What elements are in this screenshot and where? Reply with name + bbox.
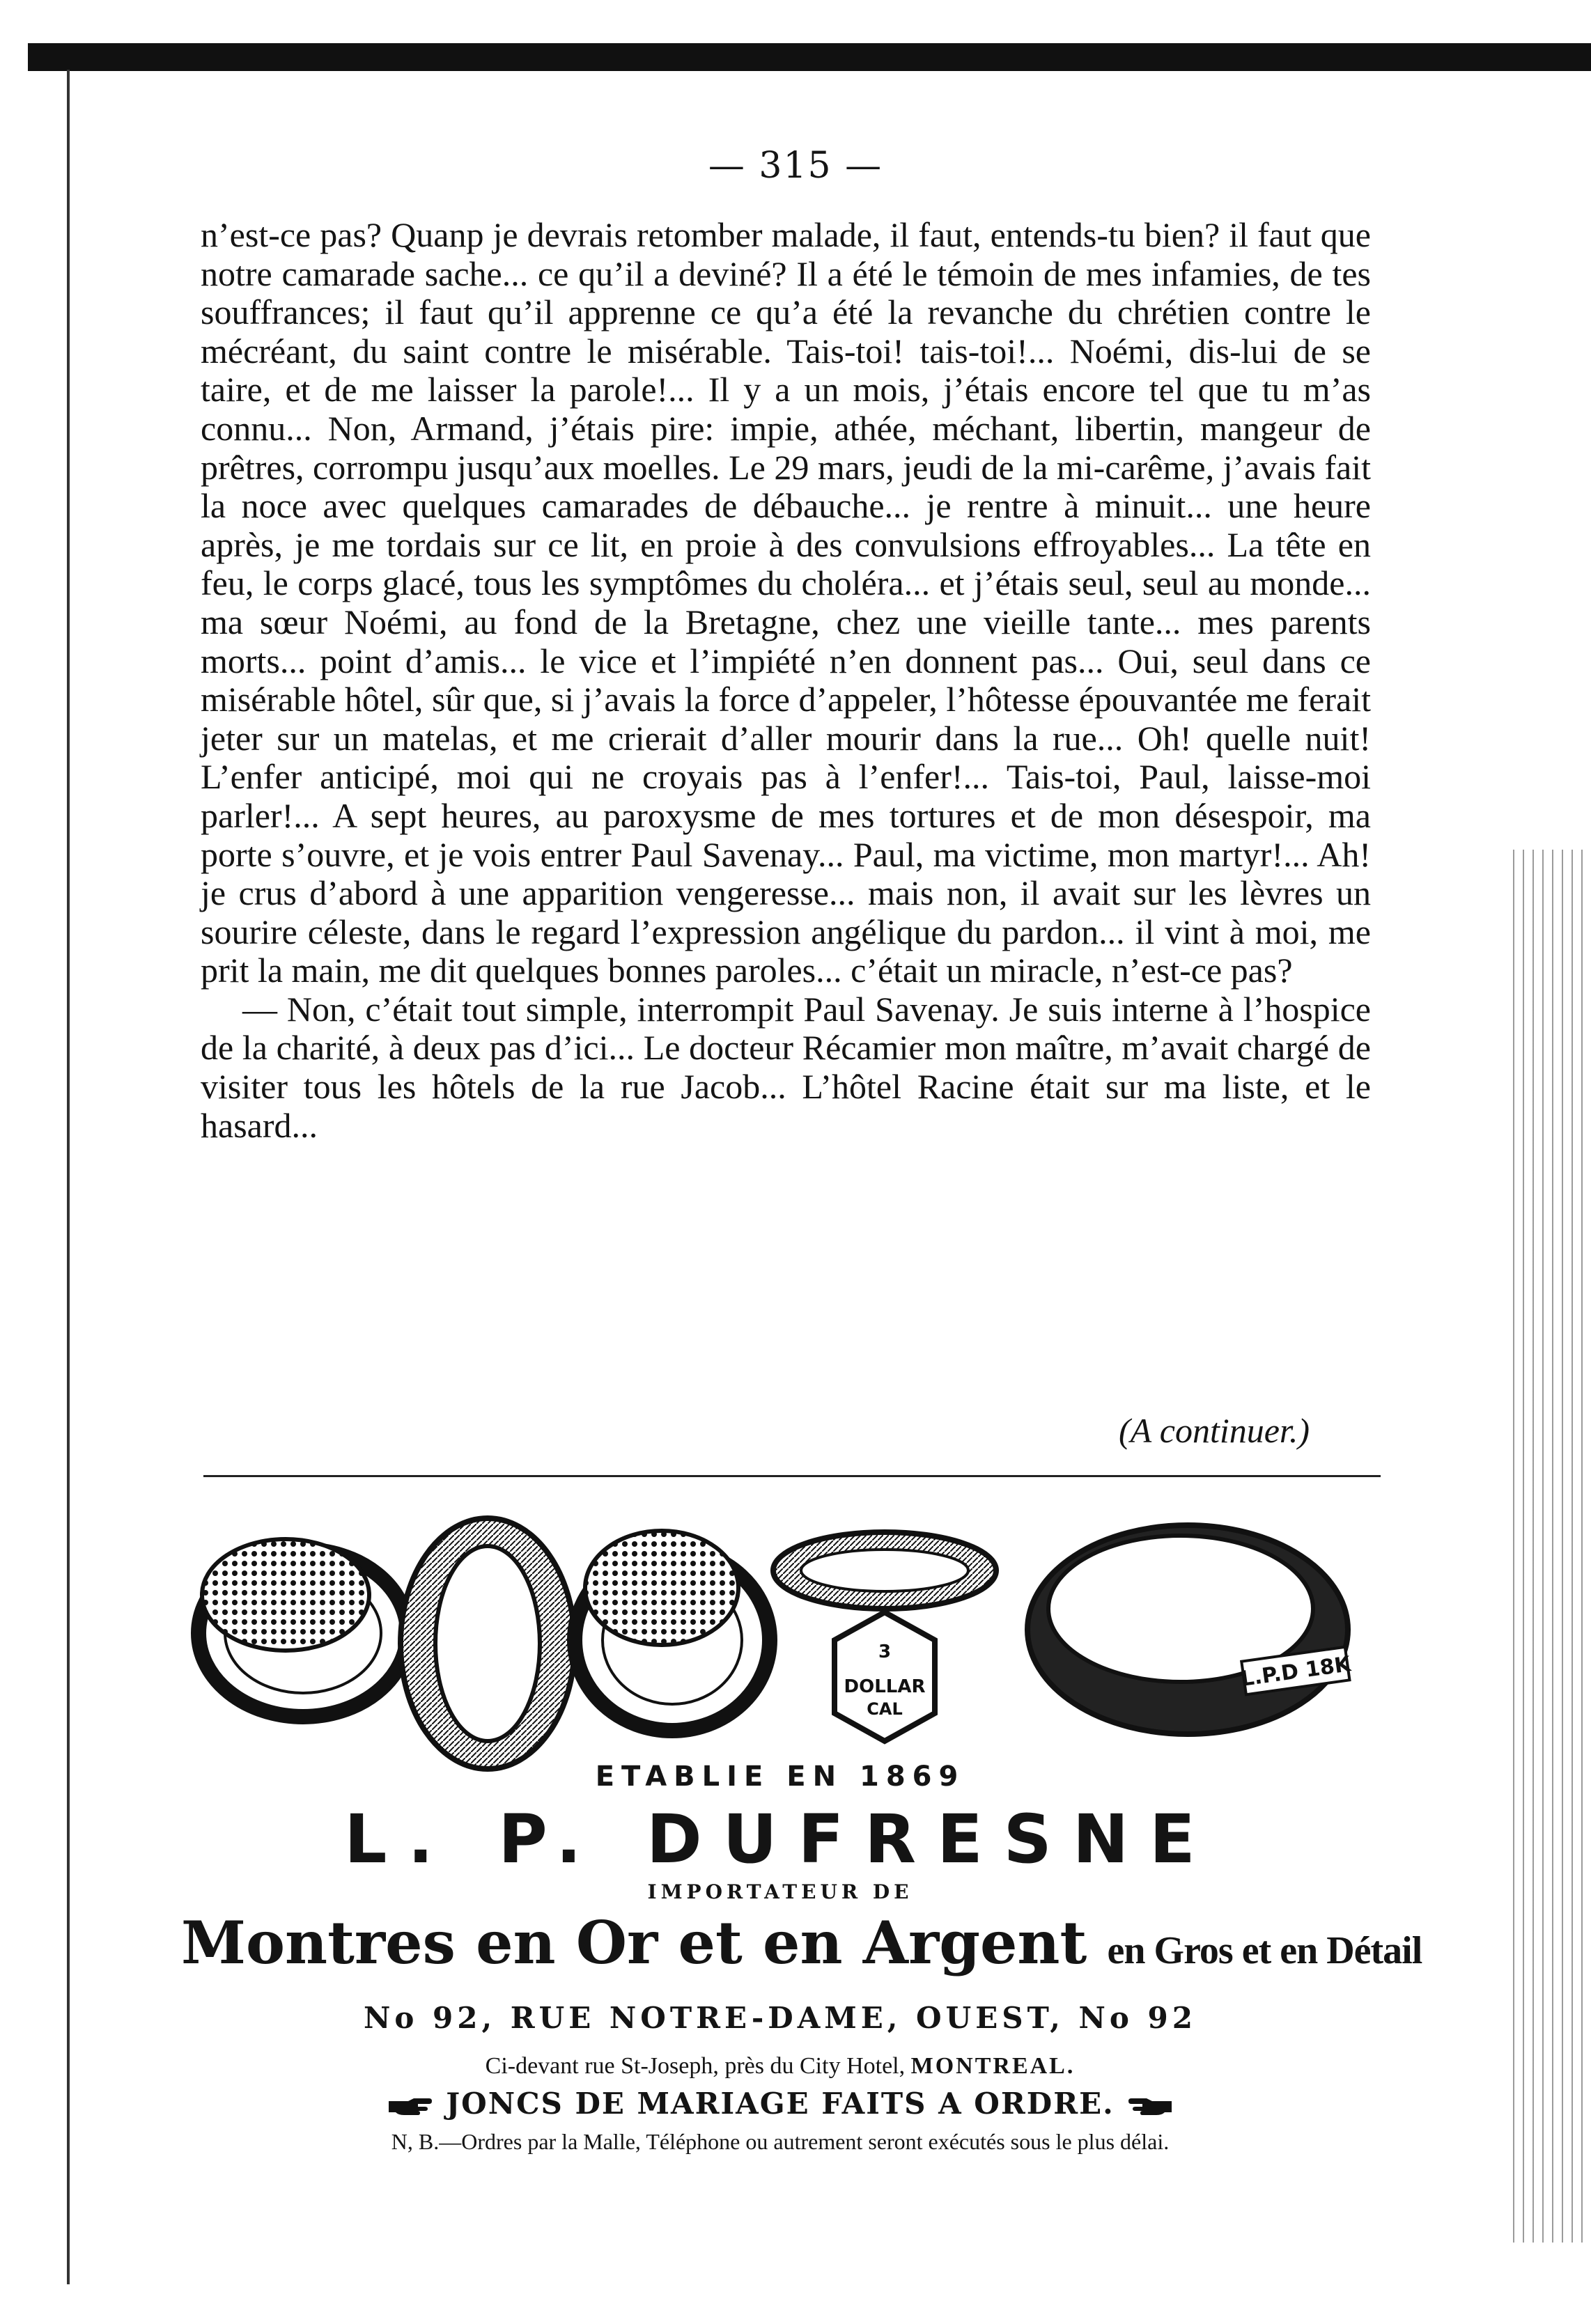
wedding-rings-line [181, 2087, 1379, 2121]
section-divider [203, 1475, 1381, 1477]
pointing-hand-right-icon [386, 2096, 435, 2116]
body-paragraph: — Non, c’était tout simple, interrompit Paul Savenay. Je suis interne à l’hospice de la charité, à deux pas d’ici... Le docteur Récamier mon maître, m’avait chargé de visiter tous les hôtels de la rue Jacob... L’hôtel Racine était sur ma liste, et le hasard... [201, 989, 1371, 1145]
left-margin-rule [67, 70, 70, 2284]
former-address-line [181, 2053, 1379, 2080]
wedding-rings-text: JONCS DE MARIAGE FAITS A ORDRE. [446, 2087, 1115, 2121]
order-note: N, B.—Ordres par la Malle, Téléphone ou autrement seront exécutés sous le plus délai. [391, 2129, 1170, 2154]
top-border-rule [28, 43, 1591, 71]
engraved-band-icon [401, 1518, 575, 1769]
former-address: Ci-devant rue St-Joseph, près du City Hotel, [485, 2053, 906, 2079]
continued-note: (A continuer.) [1118, 1411, 1310, 1450]
charm-text-3: CAL [867, 1699, 903, 1719]
products-small: en Gros et en Détail [1107, 1929, 1422, 1972]
band-mark-text: L.P.D 18K [1239, 1652, 1353, 1692]
page-edge-texture [1508, 850, 1591, 2243]
gem-ring-icon [199, 1539, 408, 1717]
rings-illustration [181, 1490, 1379, 1776]
products-line [181, 1908, 1422, 1977]
body-paragraph: n’est-ce pas? Quanp je devrais retomber malade, il faut, entends-tu bien? il faut que notre camarade sache... ce qu’il a deviné? Il a été le témoin de mes infamies, de tes souffrances; il faut qu’il apprenne ce qu’a été la revanche du chrétien contre le mécréant, du saint contre le misérable. Tais-toi! tais-toi!... Noémi, dis-lui de se taire, et de me laisser la parole!... Il y a un mois, j’étais encore tel que tu m’as connu... Non, Armand, j’étais pire: impie, athée, méchant, libertin, mangeur de prêtres, corrompu jusqu’aux moelles. Le 29 mars, jeudi de la mi-carême, j’avais fait la noce avec quelques camarades de débauche... je rentre à minuit... une heure après, je me tordais sur ce lit, en proie à des convulsions effroyables... La tête en feu, le corps glacé, tous les symptômes du choléra... et j’étais seul, seul au monde... ma sœur Noémi, au fond de la Bretagne, chez une vieille tante... mes parents morts... point d’amis... le vice et l’impiété n’en donnent pas... Oui, seul dans ce misérable hôtel, sûr que, si j’avais la force d’appeler, l’hôtesse épouvantée me ferait jeter sur un matelas, et me crierait d’aller mourir dans la rue... Oh! quelle nuit! L’enfer anticipé, moi qui ne croyais pas à l’enfer!... Tais-toi, Paul, laisse-moi parler!... A sept heures, au paroxysme de mes tortures et de mon désespoir, ma porte s’ouvre, et je vois entrer Paul Savenay... Paul, ma victime, mon martyr!... Ah! je crus d’abord à une apparition vengeresse... mais non, il avait sur les lèvres un sourire céleste, dans le regard l’expression angélique du pardon... il vint à moi, me prit la main, me dit quelques bonnes paroles... c’était un miracle, n’est-ce pas? [201, 215, 1371, 990]
story-text [201, 216, 1371, 1145]
plain-band-icon [1027, 1525, 1353, 1734]
pointing-hand-left-icon [1126, 2096, 1174, 2116]
merchant-name: L. P. DUFRESNE [344, 1800, 1216, 1878]
charm-ring-icon [773, 1532, 996, 1741]
cluster-ring-icon [575, 1531, 770, 1731]
products-main: Montres en Or et en Argent [181, 1908, 1087, 1977]
established-line: ETABLIE EN 1869 [595, 1761, 965, 1793]
importer-line: IMPORTATEUR DE [647, 1880, 913, 1903]
address-line: No 92, RUE NOTRE-DAME, OUEST, No 92 [364, 2001, 1197, 2035]
page-number: — 315 — [708, 145, 883, 187]
city-name: MONTREAL. [910, 2053, 1076, 2079]
charm-text-1: 3 [878, 1641, 892, 1662]
charm-text-2: DOLLAR [844, 1676, 926, 1697]
